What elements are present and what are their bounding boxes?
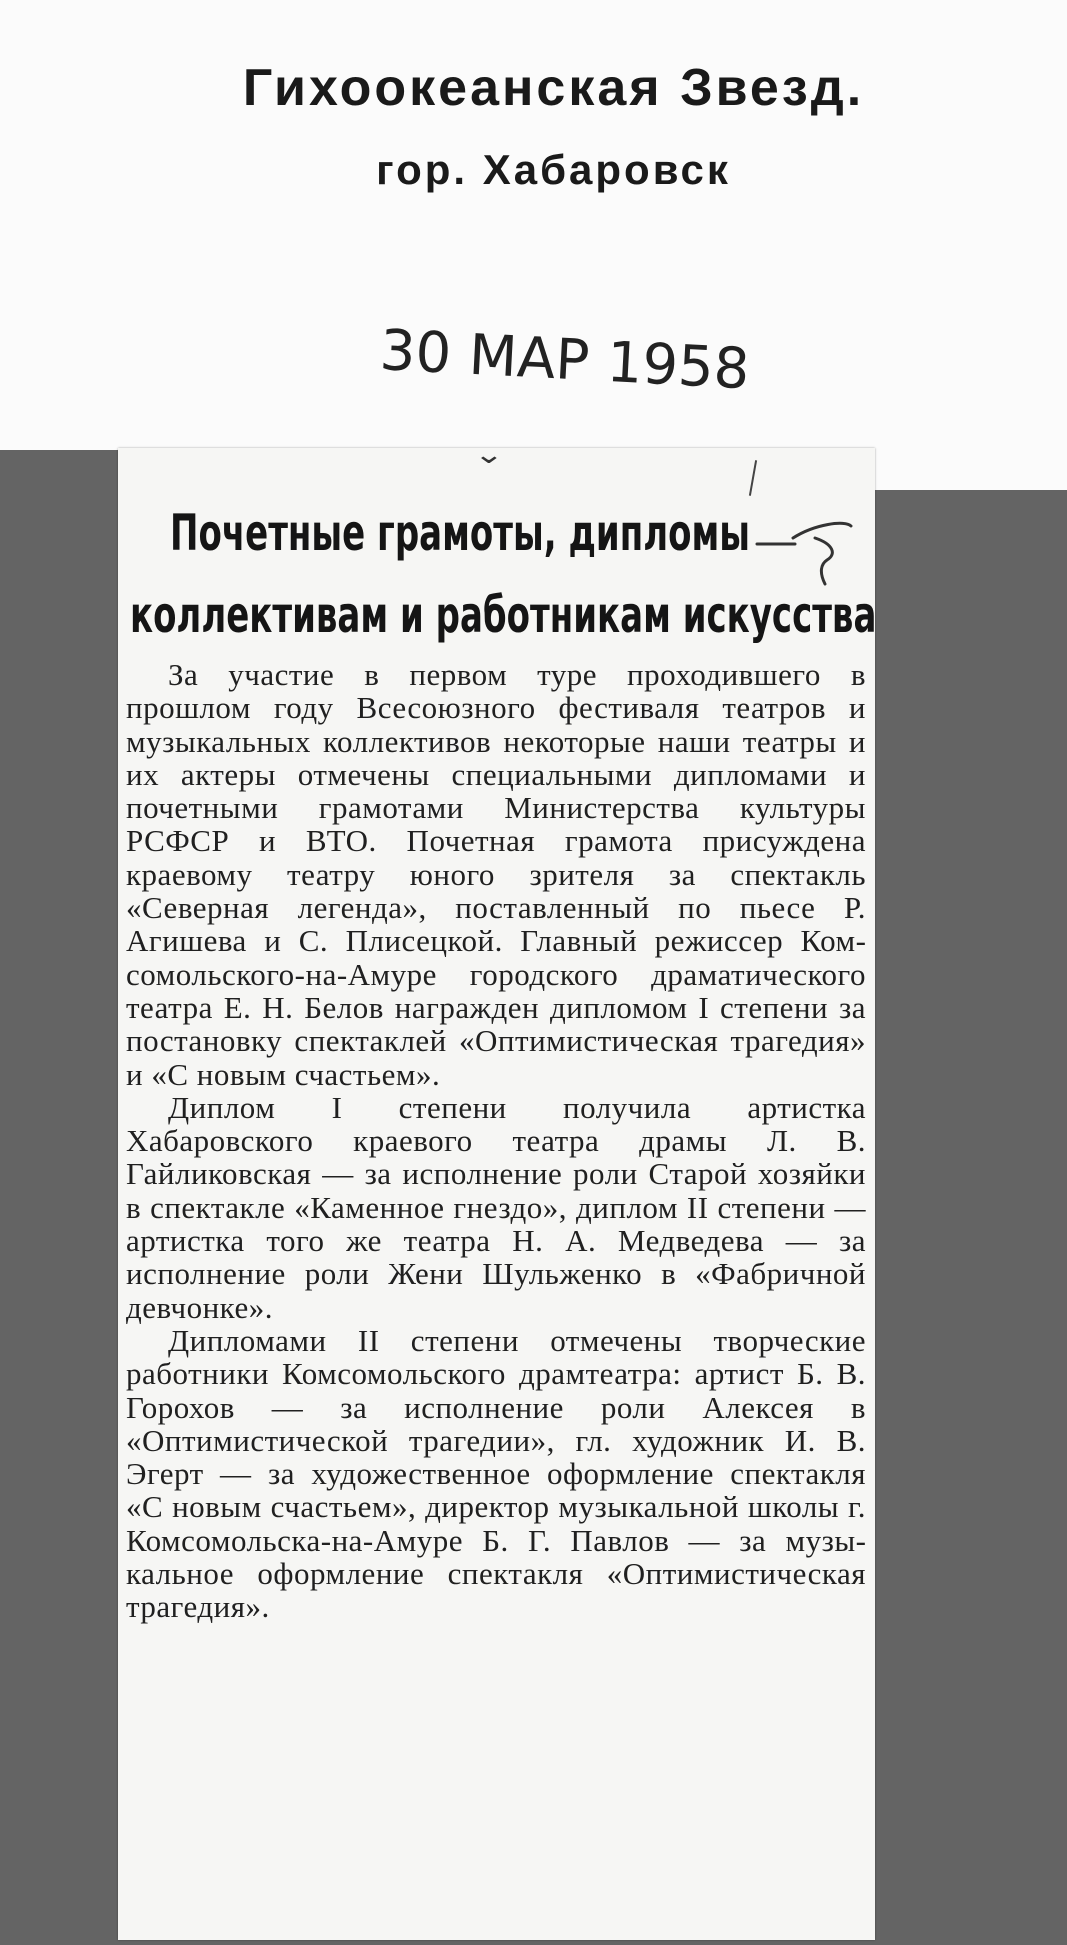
article-paragraph: Диплом I степени получила артистка Хабаровского краевого театра драмы Л. В. Гайликовская — за исполнение роли Старой хозяйки в спектакле «Каменное гнездо», диплом II степени — артистка того же театра Н. А. Медведева — за исполнение роли Жени Шульженко в «Фабричной девчонке». xyxy=(126,1089,866,1325)
check-mark-icon: ⌄ xyxy=(473,440,505,470)
article-paragraph: За участие в первом туре проходившего в прошлом году Всесоюзного фестиваля театров и музыкальных коллективов некоторые наши театры и их актеры отмечены специальными дипломами и почетными грамотами Министерства культуры РСФСР и ВТО. Почетная грамота присуждена краевому театру юного зрителя за спектакль «Северная легенда», поставленный по пьесе Р. Агишева и С. Плисецкой. Главный режиссер Комсомольского-на-Амуре городского драматического театра Е. Н. Белов награжден дипломом I степени за постановку спектаклей «Оптимистическая трагедия» и «С новым счастьем». xyxy=(126,657,866,1092)
city-name: гор. Хабаровск xyxy=(376,146,731,193)
article-paragraph: Дипломами II степени отмечены творческие работники Комсомольского драмтеатра: артист Б. В. Горохов — за исполнение роли Алексея в «Оптимистической трагедии», гл. художник И. В. Эгерт — за художественное оформление спектакля «С новым счастьем», директор музыкальной школы г. Комсомольска-на-Амуре Б. Г. Павлов — за музыкальное оформление спектакля «Оптимистическая трагедия». xyxy=(126,1322,866,1625)
newspaper-name: Гихоокеанская Звезд. xyxy=(242,59,865,117)
date-stamp: 30 МАР 1958 xyxy=(378,318,751,403)
article-body xyxy=(126,658,866,1624)
pencil-scribble-icon xyxy=(755,510,855,590)
header-card-edge xyxy=(875,450,1067,490)
headline-line-1: Почетные грамоты, дипломы xyxy=(170,504,751,562)
headline-line-2: коллективам и работникам искусства xyxy=(130,586,877,644)
